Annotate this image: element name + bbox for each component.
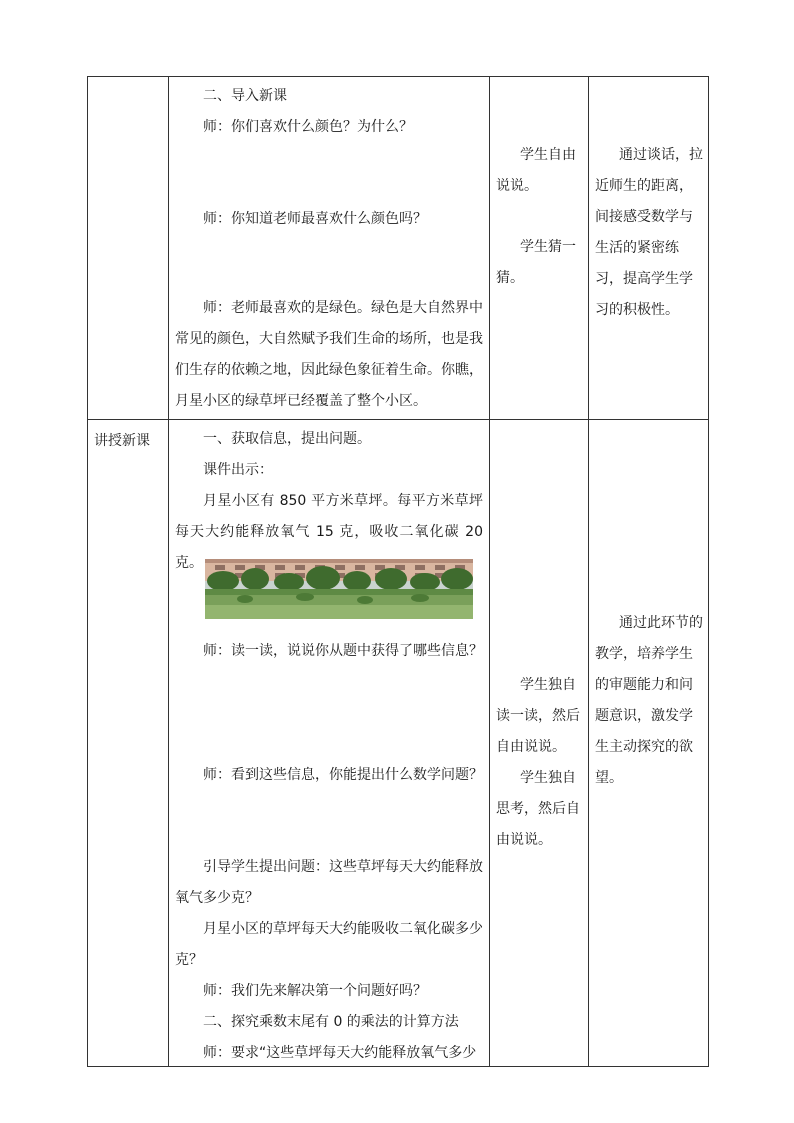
paragraph: 师：老师最喜欢的是绿色。绿色是大自然界中常见的颜色，大自然赋予我们生命的场所，也是我们生存的依赖之地，因此绿色象征着生命。你瞧，月星小区的绿草坪已经覆盖了整个小区。: [175, 300, 483, 409]
design-intent-text: 通过此环节的教学，培养学生的审题能力和问题意识，激发学生主动探究的欲望。: [595, 615, 703, 786]
paragraph: 月星小区的草坪每天大约能吸收二氧化碳多少克？: [175, 921, 483, 968]
paragraph: 师：读一读，说说你从题中获得了哪些信息？: [203, 643, 483, 659]
paragraph: 引导学生提出问题：这些草坪每天大约能释放氧气多少克？: [175, 859, 483, 906]
paragraph: 师：你知道老师最喜欢什么颜色吗？: [203, 211, 427, 227]
teaching-content-cell: [169, 77, 490, 420]
table-row-new-lesson: [88, 420, 709, 1067]
design-intent-text: 通过谈话，拉近师生的距离，间接感受数学与生活的紧密练习，提高学生学习的积极性。: [595, 147, 703, 318]
paragraph: 师：要求“这些草坪每天大约能释放氧气多少: [203, 1045, 477, 1061]
lesson-plan-table: [87, 76, 709, 1067]
student-activity-text: 学生自由说说。: [496, 147, 576, 194]
teaching-content-cell: [169, 420, 490, 1067]
student-activity-text: 学生独自思考，然后自由说说。: [496, 770, 580, 848]
paragraph: 二、导入新课: [203, 88, 287, 104]
student-activity-cell: [490, 420, 589, 1067]
student-activity-text: 学生独自读一读，然后自由说说。: [496, 677, 580, 755]
paragraph: 课件出示：: [203, 462, 273, 478]
paragraph: 师：我们先来解决第一个问题好吗？: [203, 983, 427, 999]
design-intent-cell: [589, 420, 709, 1067]
student-activity-cell: [490, 77, 589, 420]
lawn-photo: [205, 559, 473, 619]
student-activity-text: 学生猜一猜。: [496, 239, 576, 286]
table-row-intro: [88, 77, 709, 420]
paragraph: 师：你们喜欢什么颜色？为什么？: [203, 119, 413, 135]
paragraph: 一、获取信息，提出问题。: [203, 431, 371, 447]
stage-label: 讲授新课: [94, 433, 150, 449]
paragraph: 师：看到这些信息，你能提出什么数学问题？: [203, 767, 483, 783]
design-intent-cell: [589, 77, 709, 420]
stage-cell-intro: [88, 77, 169, 420]
stage-cell-new-lesson: [88, 420, 169, 1067]
paragraph: 月星小区有 850 平方米草坪。每平方米草坪每天大约能释放氧气 15 克，吸收二氧化碳 20 克。: [175, 493, 483, 571]
paragraph: 二、探究乘数末尾有 0 的乘法的计算方法: [203, 1014, 459, 1030]
